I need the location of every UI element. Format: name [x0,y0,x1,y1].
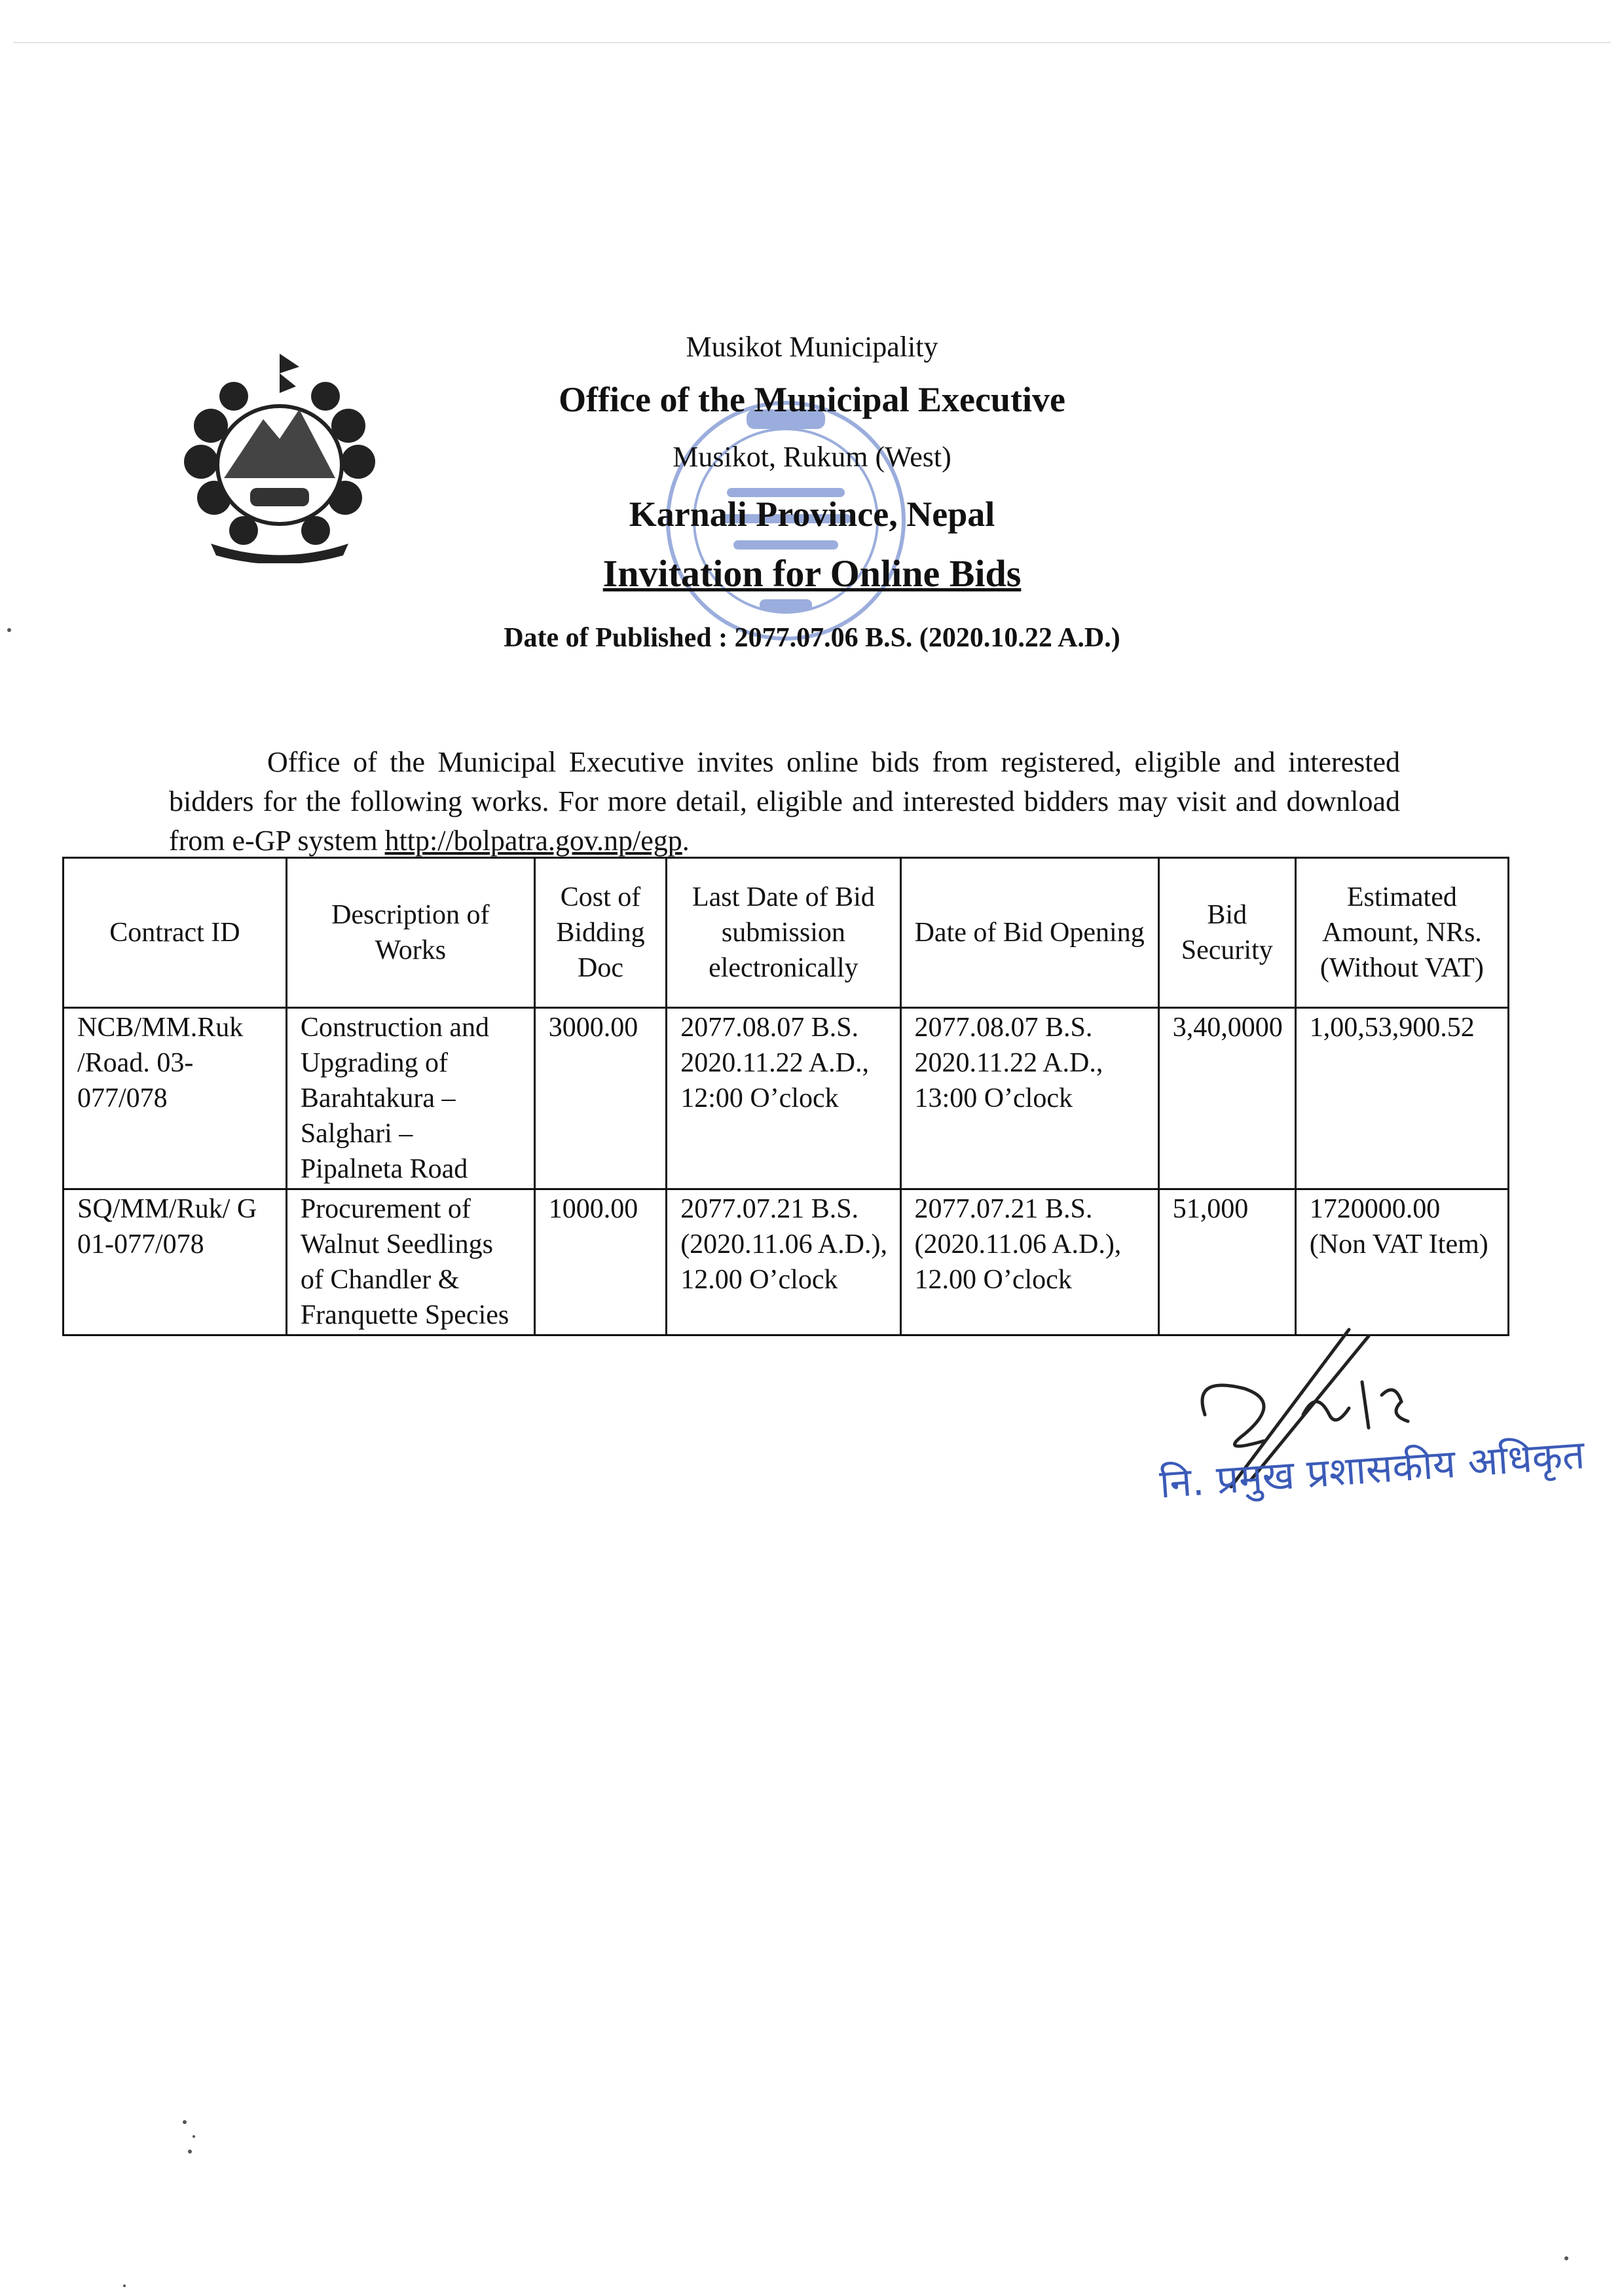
last-date-cell: 2077.08.07 B.S. 2020.11.22 A.D., 12:00 O’clock [667,1008,900,1189]
column-header-bid-security: Bid Security [1158,858,1295,1008]
intro-text: Office of the Municipal Executive invites online bids from registered, eligible and interested bidders for the following works. For more detail, eligible and interested bidders may visit and download from e-GP system [169,746,1400,857]
letterhead [0,327,1624,658]
description-cell: Procurement of Walnut Seedlings of Chandler & Franquette Species [286,1189,534,1335]
published-date: Date of Published : 2077.07.06 B.S. (2020.10.22 A.D.) [504,623,1120,653]
municipality-name: Musikot Municipality [686,331,938,363]
estimated-amount-cell: 1,00,53,900.52 [1295,1008,1508,1189]
office-name: Office of the Municipal Executive [559,380,1065,419]
column-header-estimated-amount: Estimated Amount, NRs. (Without VAT) [1295,858,1508,1008]
notice-title: Invitation for Online Bids [602,552,1022,595]
column-header-last-date: Last Date of Bid submission electronically [667,858,900,1008]
contract-id-cell: NCB/MM.Ruk /Road. 03-077/078 [64,1008,287,1189]
column-header-contract-id: Contract ID [64,858,287,1008]
cost-doc-cell: 3000.00 [534,1008,666,1189]
table-row [64,1189,1509,1335]
table-row [64,1008,1509,1189]
contract-id-cell: SQ/MM/Ruk/ G 01-077/078 [64,1189,287,1335]
opening-date-cell: 2077.08.07 B.S. 2020.11.22 A.D., 13:00 O’clock [900,1008,1158,1189]
signatory-designation: नि. प्रमुख प्रशासकीय अधिकृत [1158,1432,1587,1508]
egp-link[interactable]: http://bolpatra.gov.np/egp [384,825,682,857]
last-date-cell: 2077.07.21 B.S. (2020.11.06 A.D.), 12.00 O’clock [667,1189,900,1335]
intro-paragraph [169,743,1400,861]
intro-end: . [682,825,690,857]
description-cell: Construction and Upgrading of Barahtakura – Salghari – Pipalneta Road [286,1008,534,1189]
cost-doc-cell: 1000.00 [534,1189,666,1335]
column-header-description: Description of Works [286,858,534,1008]
office-location: Musikot, Rukum (West) [673,441,951,473]
opening-date-cell: 2077.07.21 B.S. (2020.11.06 A.D.), 12.00 O’clock [900,1189,1158,1335]
bid-security-cell: 51,000 [1158,1189,1295,1335]
column-header-opening-date: Date of Bid Opening [900,858,1158,1008]
column-header-cost-doc: Cost of Bidding Doc [534,858,666,1008]
estimated-amount-cell: 1720000.00 (Non VAT Item) [1295,1189,1508,1335]
table-header-row [64,858,1509,1008]
scan-edge-line [13,42,1611,43]
province-name: Karnali Province, Nepal [629,494,995,534]
bid-security-cell: 3,40,0000 [1158,1008,1295,1189]
bids-table [62,857,1509,1336]
